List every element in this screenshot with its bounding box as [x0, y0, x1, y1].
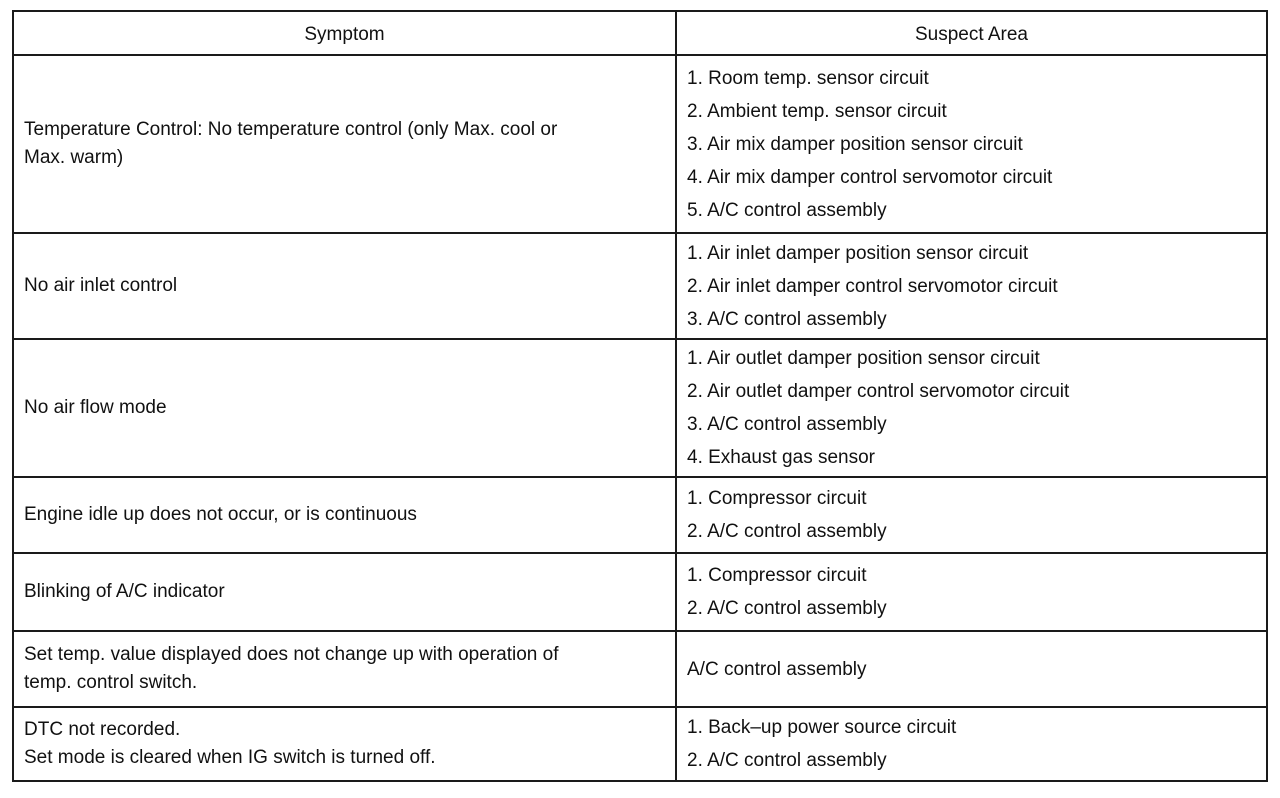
suspect-area-cell — [676, 477, 1267, 553]
symptom-cell — [13, 233, 676, 339]
suspect-area-item: 5. A/C control assembly — [687, 199, 887, 221]
suspect-area-item: 3. Air mix damper position sensor circuit — [687, 133, 1023, 155]
symptom-cell — [13, 631, 676, 707]
table-row — [13, 553, 1267, 631]
symptom-text: Set temp. value displayed does not change up with operation of — [24, 644, 559, 665]
symptom-text: Max. warm) — [24, 147, 124, 168]
table-row — [13, 477, 1267, 553]
header-symptom: Symptom — [13, 11, 676, 55]
table-row — [13, 55, 1267, 233]
table-row — [13, 707, 1267, 781]
symptom-text: Set mode is cleared when IG switch is turned off. — [24, 747, 436, 768]
suspect-area-item: 3. A/C control assembly — [687, 308, 887, 330]
suspect-area-item: 1. Compressor circuit — [687, 488, 867, 509]
suspect-area-item: 4. Exhaust gas sensor — [687, 447, 875, 468]
suspect-area-item: 2. Ambient temp. sensor circuit — [687, 100, 947, 122]
symptom-cell — [13, 55, 676, 233]
suspect-area-cell — [676, 55, 1267, 233]
table-header-row — [13, 11, 1267, 55]
symptom-cell — [13, 707, 676, 781]
table-row — [13, 631, 1267, 707]
suspect-area-cell — [676, 233, 1267, 339]
suspect-area-item: 1. Room temp. sensor circuit — [687, 67, 929, 89]
suspect-area-cell — [676, 631, 1267, 707]
symptom-text: No air inlet control — [24, 275, 178, 296]
symptom-cell — [13, 339, 676, 477]
suspect-area-item: 1. Air inlet damper position sensor circuit — [687, 242, 1029, 264]
symptom-text: temp. control switch. — [24, 672, 198, 693]
symptom-text: Engine idle up does not occur, or is continuous — [24, 504, 417, 525]
symptom-text: Temperature Control: No temperature control (only Max. cool or — [24, 119, 558, 140]
suspect-area-item: A/C control assembly — [687, 658, 867, 680]
suspect-area-item: 1. Compressor circuit — [687, 565, 867, 586]
table-row — [13, 233, 1267, 339]
symptom-text: No air flow mode — [24, 397, 167, 418]
suspect-area-item: 2. Air inlet damper control servomotor circuit — [687, 275, 1058, 297]
suspect-area-item: 2. A/C control assembly — [687, 598, 887, 619]
suspect-area-item: 2. A/C control assembly — [687, 521, 887, 542]
header-suspect-area: Suspect Area — [676, 11, 1267, 55]
suspect-area-item: 4. Air mix damper control servomotor circuit — [687, 166, 1053, 188]
suspect-area-item: 1. Back–up power source circuit — [687, 717, 957, 738]
suspect-area-item: 3. A/C control assembly — [687, 414, 887, 435]
symptom-text: Blinking of A/C indicator — [24, 581, 225, 602]
suspect-area-item: 2. A/C control assembly — [687, 750, 887, 771]
symptom-text: DTC not recorded. — [24, 719, 181, 740]
suspect-area-item: 1. Air outlet damper position sensor circuit — [687, 348, 1040, 369]
table-row — [13, 339, 1267, 477]
suspect-area-cell — [676, 339, 1267, 477]
symptom-table — [12, 10, 1268, 782]
symptom-cell — [13, 477, 676, 553]
suspect-area-cell — [676, 553, 1267, 631]
symptom-cell — [13, 553, 676, 631]
suspect-area-item: 2. Air outlet damper control servomotor circuit — [687, 381, 1070, 402]
suspect-area-cell — [676, 707, 1267, 781]
